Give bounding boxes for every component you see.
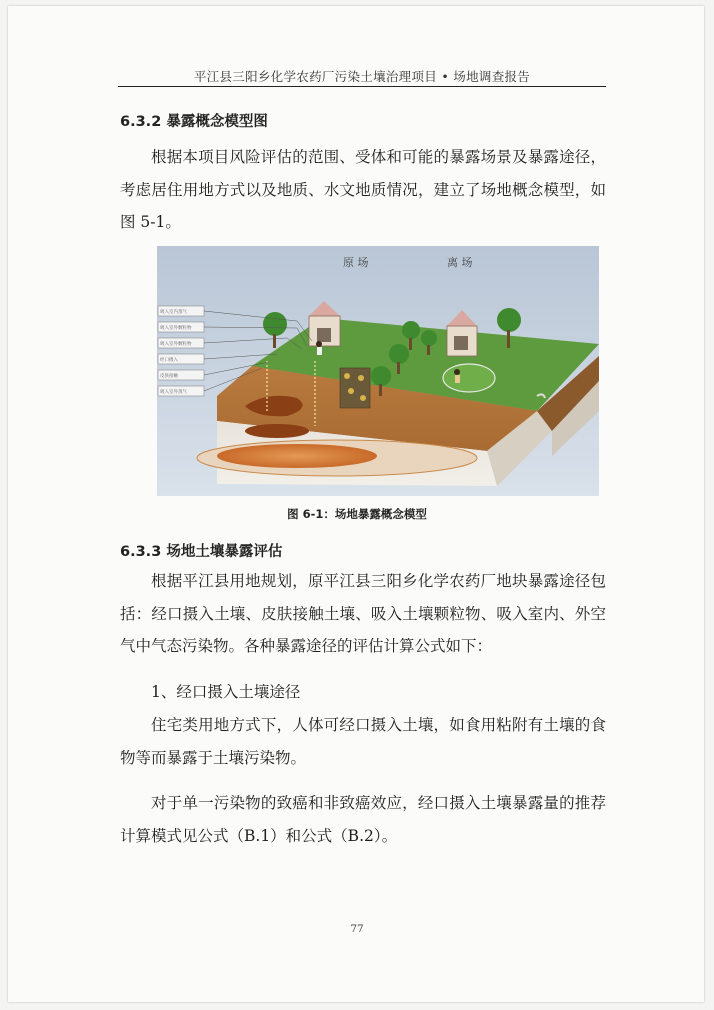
soil-contamination-lower (245, 424, 309, 438)
legend-item: 吸入室内蒸气 (160, 310, 187, 315)
page-number: 77 (350, 923, 364, 935)
legend-item: 吸入室外蒸气 (160, 390, 187, 395)
offsite-label: 离 场 (447, 256, 473, 269)
header-rule (118, 86, 606, 87)
legend-item: 经口摄入 (160, 358, 178, 363)
legend-item: 皮肤接触 (160, 374, 178, 379)
figure-caption: 图 6-1：场地暴露概念模型 (287, 507, 427, 521)
section-heading-633: 6.3.3 场地土壤暴露评估 (120, 544, 283, 560)
list-item-heading: 1、经口摄入土壤途径 (151, 683, 301, 701)
exposure-conceptual-model-figure (157, 246, 599, 496)
groundwater-plume-inner (217, 444, 377, 468)
section-633-paragraph: 根据平江县用地规划，原平江县三阳乡化学农药厂地块暴露途径包括：经口摄入土壤、皮肤接触土壤、吸入土壤颗粒物、吸入室内、外空气中气态污染物。各种暴露途径的评估计算公式如下： (120, 572, 606, 655)
running-header: 平江县三阳乡化学农药厂污染土壤治理项目 • 场地调查报告 (193, 69, 531, 84)
section-632-paragraph: 根据本项目风险评估的范围、受体和可能的暴露场景及暴露途径，考虑居住用地方式以及地质、水文地质情况，建立了场地概念模型，如图 5-1。 (120, 148, 606, 231)
formula-reference-paragraph: 对于单一污染物的致癌和非致癌效应，经口摄入土壤暴露量的推荐计算模式见公式（B.1）和公式（B.2）。 (120, 794, 606, 845)
legend-item: 吸入室外颗粒物 (160, 326, 192, 331)
section-heading-632: 6.3.2 暴露概念模型图 (120, 114, 268, 130)
offsite-yard (443, 364, 495, 392)
garden-plot (340, 368, 370, 408)
legend-item: 吸入室外颗粒物 (160, 342, 192, 347)
oral-ingestion-paragraph: 住宅类用地方式下，人体可经口摄入土壤，如食用粘附有土壤的食物等而暴露于土壤污染物。 (120, 716, 606, 767)
onsite-label: 原 场 (343, 256, 369, 269)
